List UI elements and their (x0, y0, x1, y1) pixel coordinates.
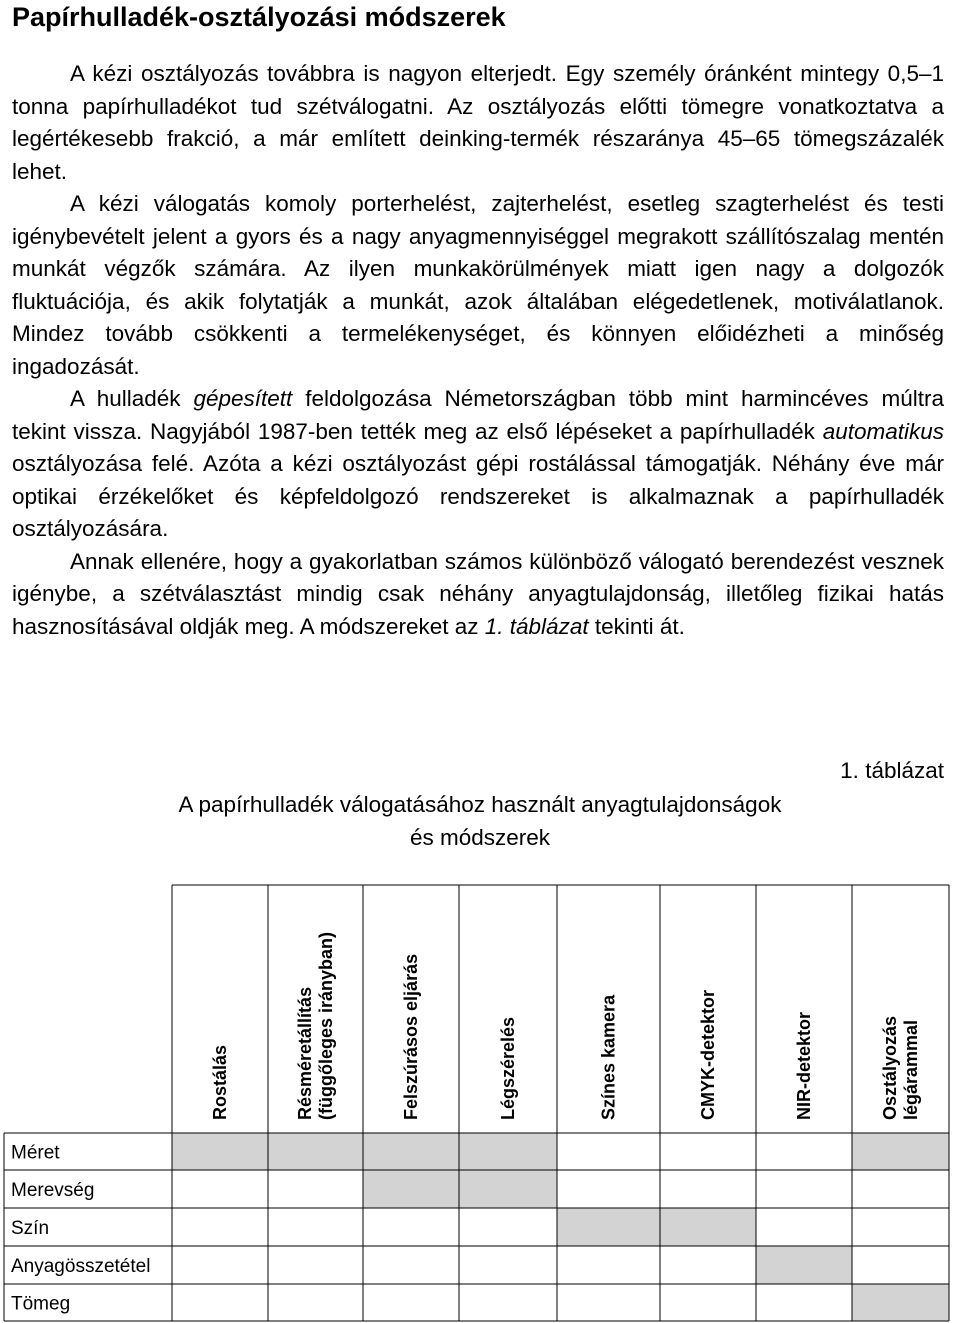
table-cell (172, 1284, 268, 1321)
column-header: Légszérelés (498, 1016, 518, 1120)
paragraph-text: Annak ellenére, hogy a gyakorlatban számos különböző válogató berendezést vesznek igénybe, a szétválasztást mindig csak néhány anyagtulajdonság, illetőleg fizikai hatás hasznosításával oldják meg. A módszereket az (12, 548, 944, 639)
column-header: Rostálás (210, 1044, 230, 1120)
shaded-cell (459, 1170, 557, 1208)
table-cell (756, 1170, 852, 1208)
shaded-cell (459, 1133, 557, 1170)
row-label: Tömeg (11, 1293, 71, 1315)
column-header: Osztályozás (880, 1015, 900, 1120)
paragraph-text: A kézi osztályozás továbbra is nagyon elterjedt. Egy személy óránként mintegy 0,5–1 tonna papírhulladékot tud szétválogatni. Az osztályozás előtti tömegre vonatkoztatva a legértékesebb frakció, a már említett deinking-termék részaránya 45–65 tömegszázalék lehet. (12, 61, 944, 184)
column-header: (függőleges irányban) (316, 931, 336, 1120)
table-cell (172, 1246, 268, 1284)
table-cell (852, 1246, 949, 1284)
row-label: Szín (11, 1218, 50, 1239)
table-cell (172, 1170, 268, 1208)
column-header: NIR-detektor (794, 1011, 814, 1120)
table-cell (268, 1170, 363, 1208)
column-header: Felszúrásos eljárás (401, 953, 421, 1120)
shaded-cell (268, 1133, 363, 1170)
shaded-cell (852, 1133, 949, 1170)
table-cell (756, 1133, 852, 1170)
table-cell (852, 1208, 949, 1246)
table-cell (557, 1133, 660, 1170)
table-cell (756, 1284, 852, 1321)
emphasized-text: automatikus (822, 418, 944, 444)
table-cell (852, 1170, 949, 1208)
shaded-cell (363, 1170, 459, 1208)
table-title-line: A papírhulladék válogatásához használt anyagtulajdonságok (178, 792, 782, 817)
column-header: CMYK-detektor (698, 989, 718, 1120)
shaded-cell (756, 1246, 852, 1284)
table-cell (756, 1208, 852, 1246)
column-header: Résméretállítás (295, 986, 315, 1120)
table-cell (660, 1284, 756, 1321)
table-cell (660, 1133, 756, 1170)
table-cell (660, 1246, 756, 1284)
table-cell (363, 1208, 459, 1246)
table-cell (459, 1284, 557, 1321)
table-cell (459, 1208, 557, 1246)
shaded-cell (557, 1208, 660, 1246)
table-cell (268, 1246, 363, 1284)
page-title: Papírhulladék-osztályozási módszerek (12, 2, 506, 32)
table-cell (660, 1170, 756, 1208)
shaded-cell (660, 1208, 756, 1246)
paragraph-text: A hulladék (70, 386, 194, 411)
paragraph-text: feldolgozása Németországban több mint harmincéves múltra tekint vissza. Nagyjából 1987-ben tették meg az első lépéseket a papírhulladék (12, 386, 944, 444)
shaded-cell (363, 1133, 459, 1170)
paragraph-text: A kézi válogatás komoly porterhelést, zajterhelést, esetleg szagterhelést és testi igénybevételt jelent a gyors és a nagy anyagmennyiséggel megrakott szállítószalag mentén munkát végzők számára. Az ilyen munkakörülmények miatt igen nagy a dolgozók fluktuációja, és akik folytatják a munkát, azok általában elégedetlenek, motiválatlanok. Mindez tovább csökkenti a termelékenységet, és könnyen előidézheti a minőség ingadozását. (12, 191, 944, 379)
column-header: légárammal (901, 1019, 921, 1120)
shaded-cell (852, 1284, 949, 1321)
table-cell (268, 1284, 363, 1321)
column-header: Színes kamera (598, 994, 619, 1120)
row-label: Méret (11, 1142, 60, 1164)
table-cell (557, 1170, 660, 1208)
shaded-cell (172, 1133, 268, 1170)
table-cell (363, 1246, 459, 1284)
table-cell (557, 1246, 660, 1284)
paragraph-text: tekinti át. (588, 613, 685, 639)
table-cell (268, 1208, 363, 1246)
emphasized-text: 1. táblázat (484, 613, 589, 639)
row-label: Anyagösszetétel (11, 1256, 151, 1277)
table-cell (557, 1284, 660, 1321)
paragraph-text: osztályozása felé. Azóta a kézi osztályozást gépi rostálással támogatják. Néhány éve már optikai érzékelőket és képfeldolgozó rendszereket is alkalmaznak a papírhulladék osztályozására. (12, 451, 944, 541)
emphasized-text: gépesített (193, 386, 293, 411)
table-title-line: és módszerek (409, 825, 551, 850)
table-cell (172, 1208, 268, 1246)
table-caption: 1. táblázat (840, 758, 944, 783)
table-cell (459, 1246, 557, 1284)
row-label: Merevség (11, 1180, 95, 1201)
table-cell (363, 1284, 459, 1321)
